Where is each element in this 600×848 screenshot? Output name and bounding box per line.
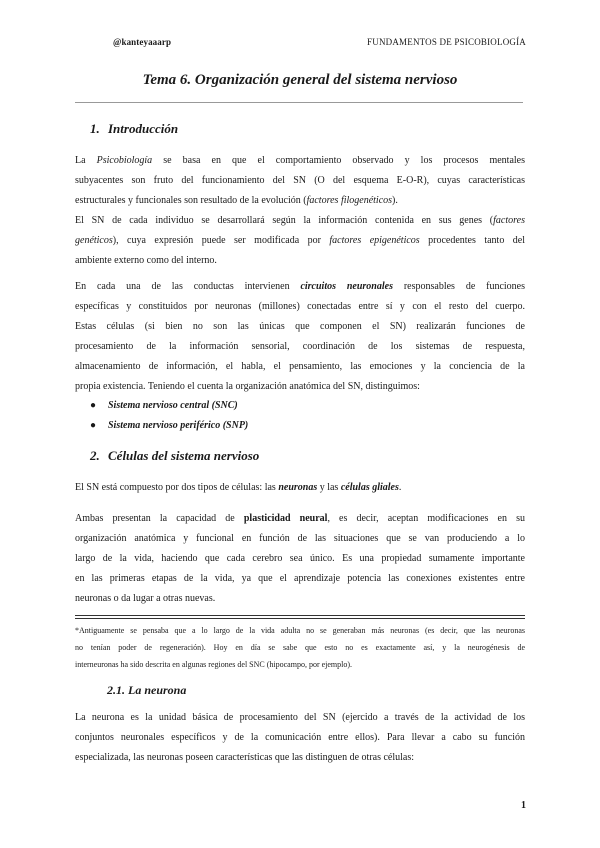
paragraph-neurona bbox=[75, 708, 525, 768]
text-line: organización anatómica y funcional en función de las situaciones que se van produciendo a lo bbox=[75, 533, 525, 544]
page-number: 1 bbox=[521, 800, 526, 811]
section-number: 2. bbox=[90, 448, 100, 463]
term-geneticos: genéticos bbox=[75, 235, 113, 246]
bullet-icon: ● bbox=[90, 419, 97, 431]
term-psicobiologia: Psicobiología bbox=[96, 155, 153, 166]
text-line: estructurales y funcionales son resultado de la evolución (factores filogenéticos). bbox=[75, 195, 398, 206]
term-neuronas: neuronas bbox=[278, 482, 318, 493]
text-line: largo de la vida, haciendo que cada cerebro sea único. Es una propiedad sumamente importante bbox=[75, 553, 525, 564]
text-line: neuronas o da lugar a otras nuevas. bbox=[75, 593, 216, 604]
text-line: específicas y constituidos por neuronas (millones) conectadas entre sí y con el resto del cuerpo. bbox=[75, 301, 525, 312]
text-line: Estas células (si bien no son las únicas que componen el SN) realizarán funciones de bbox=[75, 321, 525, 332]
header-author: @kanteyaaarp bbox=[113, 37, 172, 47]
text-line: genéticos), cuya expresión puede ser modificada por factores epigenéticos procedentes tanto del bbox=[75, 235, 526, 246]
text-line: La Psicobiología se basa en que el comportamiento observado y los procesos mentales bbox=[75, 155, 526, 166]
subsection-heading-neurona: 2.1. La neurona bbox=[107, 683, 187, 697]
text-line: El SN de cada individuo se desarrollará según la información contenida en sus genes (factores bbox=[75, 215, 525, 226]
term-factores-epigeneticos: factores epigenéticos bbox=[329, 235, 420, 246]
text-line: subyacentes son fruto del funcionamiento del SN (O del esquema E-O-R), cuyas características bbox=[75, 175, 525, 186]
title-divider bbox=[75, 102, 523, 103]
paragraph-circuitos bbox=[75, 277, 525, 397]
section-number: 1. bbox=[90, 121, 100, 136]
paragraph-plasticidad bbox=[75, 509, 525, 609]
footnote-divider-2 bbox=[75, 618, 525, 619]
term-circuitos-neuronales: circuitos neuronales bbox=[300, 281, 393, 292]
list-item: ● Sistema nervioso central (SNC) bbox=[90, 396, 520, 416]
text-line: especializada, las neuronas poseen características que las distinguen de otras células: bbox=[75, 752, 415, 763]
footnote-line: *Antiguamente se pensaba que a lo largo de la vida adulta no se generaban más neuronas (es decir, que las neuronas bbox=[75, 626, 525, 635]
footnote-line: interneuronas ha sido descrita en algunas regiones del SNC (hipocampo, por ejemplo). bbox=[75, 660, 353, 669]
text-line: El SN está compuesto por dos tipos de células: las neuronas y las células gliales. bbox=[75, 482, 402, 493]
header-subject: FUNDAMENTOS DE PSICOBIOLOGÍA bbox=[367, 37, 526, 47]
page-title: Tema 6. Organización general del sistema nervioso bbox=[142, 72, 458, 88]
footnote-divider bbox=[75, 615, 525, 616]
text-line: Ambas presentan la capacidad de plasticidad neural, es decir, aceptan modificaciones en su bbox=[75, 513, 525, 524]
term-plasticidad-neural: plasticidad neural bbox=[243, 513, 328, 524]
footnote bbox=[75, 622, 525, 673]
text-line: La neurona es la unidad básica de procesamiento del SN (ejercido a través de la actividad de los bbox=[75, 712, 525, 723]
section-title: Células del sistema nervioso bbox=[108, 448, 260, 463]
section-heading-celulas bbox=[90, 448, 259, 464]
text-line: procesamiento de la información sensorial, coordinación de los sistemas de respuesta, bbox=[75, 341, 525, 352]
list-item: ● Sistema nervioso periférico (SNP) bbox=[90, 416, 520, 436]
text-line: En cada una de las conductas intervienen circuitos neuronales responsables de funciones bbox=[75, 281, 525, 292]
paragraph-tipos-celulas bbox=[75, 478, 525, 498]
bullet-list-sn bbox=[90, 396, 520, 435]
bullet-icon: ● bbox=[90, 400, 97, 411]
text-line: propia existencia. Teniendo el cuenta la organización anatómica del SN, distinguimos: bbox=[75, 381, 420, 392]
term-celulas-gliales: células gliales bbox=[340, 482, 399, 493]
term-factores: factores bbox=[493, 215, 525, 226]
section-heading-introduccion bbox=[90, 121, 178, 137]
term-factores-filogeneticos: factores filogenéticos bbox=[306, 195, 393, 206]
text-line: ambiente externo como del interno. bbox=[75, 255, 217, 266]
text-line: almacenamiento de información, el habla, el pensamiento, las emociones y la conciencia de la bbox=[75, 361, 525, 372]
text-line: conjuntos neuronales específicos y de la comunicación entre ellos). Para llevar a cabo su función bbox=[75, 732, 525, 743]
footnote-line: no tenían poder de regeneración). Hoy en día se sabe que esto no es exactamente así, y la neurogénesis de bbox=[75, 643, 525, 652]
text-line: en las primeras etapas de la vida, ya que el aprendizaje potencia las conexiones existentes entre bbox=[75, 573, 525, 584]
section-title: Introducción bbox=[108, 121, 179, 136]
paragraph-intro bbox=[75, 151, 525, 271]
